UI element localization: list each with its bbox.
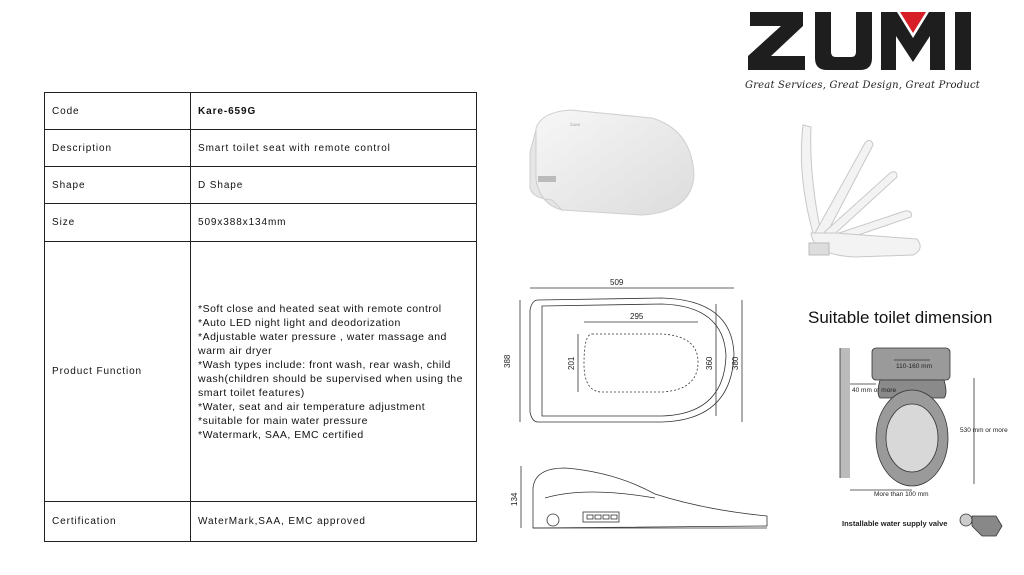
function-item: *Wash types include: front wash, rear wash, child wash(children should be supervised when using the smart toilet features) <box>198 358 463 399</box>
shape-value: D Shape <box>191 167 477 204</box>
suitable-title: Suitable toilet dimension <box>808 308 993 327</box>
dim-width: 509 <box>610 278 624 287</box>
table-row <box>45 167 477 204</box>
function-item: *Water, seat and air temperature adjustment <box>198 400 426 413</box>
function-item: *suitable for main water pressure <box>198 414 368 427</box>
suitable-diagram <box>836 340 1014 550</box>
dim-height-inner: 201 <box>567 356 576 370</box>
suitable-side-gap: 40 mm or more <box>852 387 897 394</box>
valve-label: Installable water supply valve <box>842 519 948 528</box>
top-view-drawing <box>502 272 752 432</box>
product-photo-open <box>795 115 930 265</box>
product-function-value <box>191 242 477 502</box>
function-item: *Adjustable water pressure , water massage and warm air dryer <box>198 330 447 357</box>
code-value: Kare-659G <box>191 93 477 130</box>
suitable-bottom-gap: More than 100 mm <box>874 491 929 498</box>
table-row <box>45 130 477 167</box>
table-row <box>45 242 477 502</box>
suitable-length: 530 mm or more <box>960 427 1008 434</box>
table-row <box>45 93 477 130</box>
size-value: 509x388x134mm <box>191 204 477 242</box>
certification-value: WaterMark,SAA, EMC approved <box>191 502 477 542</box>
function-item: *Watermark, SAA, EMC certified <box>198 428 364 441</box>
description-label: Description <box>45 130 191 167</box>
spec-table <box>44 92 477 542</box>
function-item: *Auto LED night light and deodorization <box>198 316 401 329</box>
shape-label: Shape <box>45 167 191 204</box>
dim-height-mid: 360 <box>705 356 714 370</box>
certification-label: Certification <box>45 502 191 542</box>
product-photo <box>522 100 702 220</box>
table-row <box>45 502 477 542</box>
table-row <box>45 204 477 242</box>
suitable-spacing: 110-160 mm <box>896 363 933 370</box>
dim-side-height: 134 <box>510 492 519 506</box>
side-view-drawing <box>505 458 775 548</box>
code-label: Code <box>45 93 191 130</box>
dim-height-right: 380 <box>731 356 740 370</box>
svg-text:ZUMI: ZUMI <box>570 122 580 127</box>
description-value: Smart toilet seat with remote control <box>191 130 477 167</box>
dim-height-outer: 388 <box>503 354 512 368</box>
dim-inner-width: 295 <box>630 312 644 321</box>
logo-tagline: Great Services, Great Design, Great Product <box>745 80 980 91</box>
product-function-label: Product Function <box>45 242 191 502</box>
function-item: *Soft close and heated seat with remote control <box>198 302 442 315</box>
size-label: Size <box>45 204 191 242</box>
function-list <box>198 302 469 442</box>
